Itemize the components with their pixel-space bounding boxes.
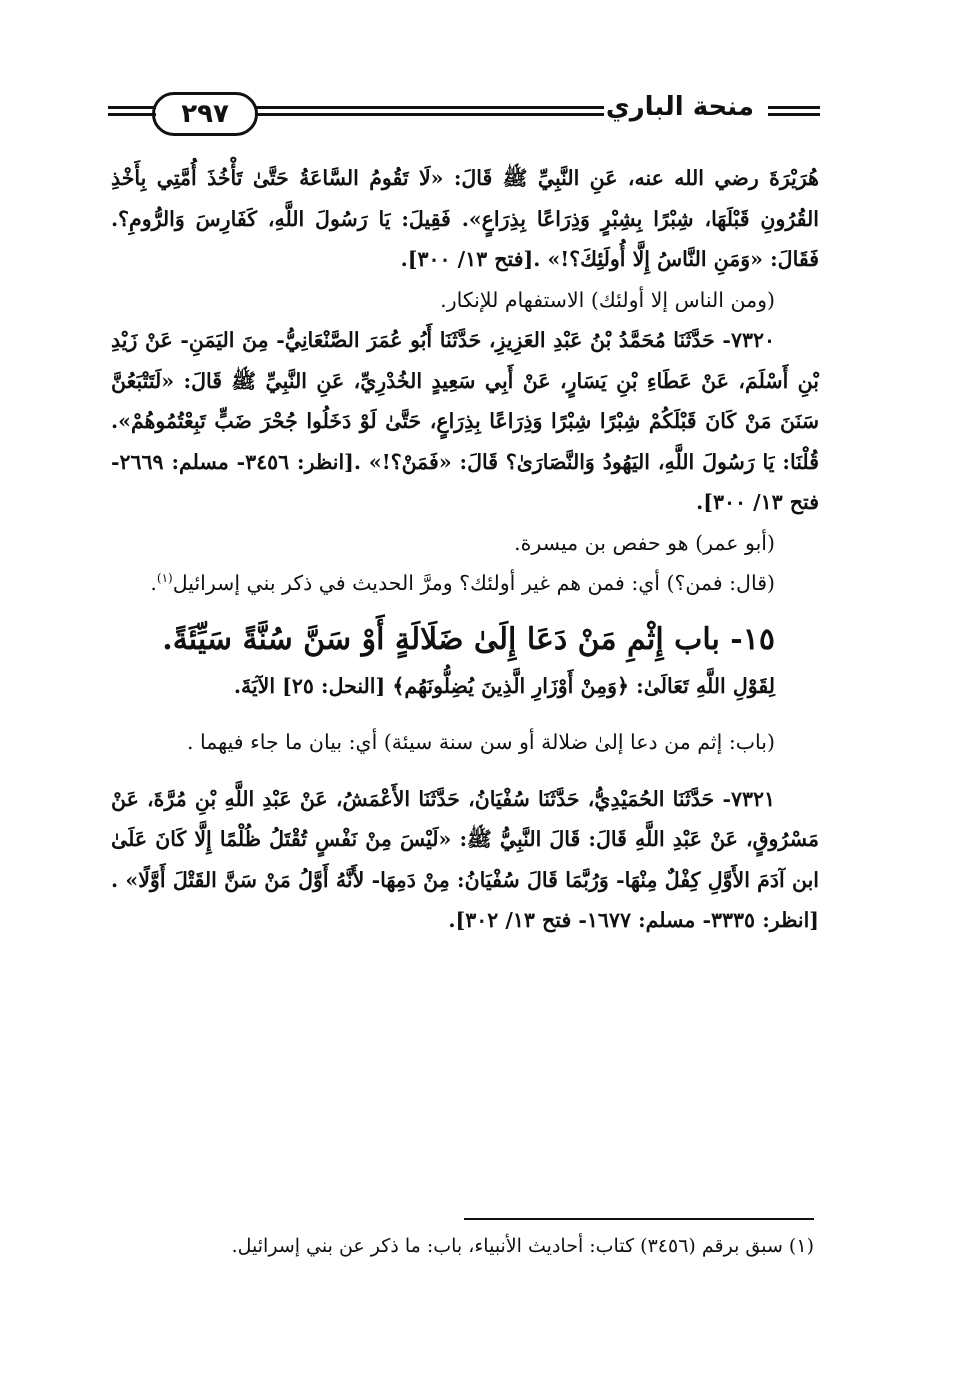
commentary-paragraph: (أبو عمر) هو حفص بن ميسرة. bbox=[514, 530, 775, 555]
commentary-paragraph: (ومن الناس إلا أولئك) الاستفهام للإنكار. bbox=[440, 287, 775, 312]
book-title: منحة الباري bbox=[605, 92, 754, 122]
hadith-continuation: هُرَيْرَةَ رضي الله عنه، عَنِ النَّبِيِّ ﷺ قَالَ: «لَا تَقُومُ السَّاعَةُ حَتَّىٰ تَأْخُذَ أُمَّتِي بِأَخْذِ القُرُونِ قَبْلَهَا، شِبْرًا بِشِبْرٍ وَذِرَاعًا بِذِرَاعٍ». فَقِيلَ: يَا رَسُولَ اللَّهِ، كَفَارِسَ وَالرُّومِ؟. فَقَالَ: «وَمَنِ النَّاسُ إِلَّا أُولَئِكَ؟!» .[فتح ١٣/ ٣٠٠]. bbox=[111, 166, 819, 271]
hadith-7321: ٧٣٢١- حَدَّثَنَا الحُمَيْدِيُّ، حَدَّثَنَا سُفْيَانُ، حَدَّثَنَا الأَعْمَشُ، عَنْ عَبْدِ اللَّهِ بْنِ مُرَّةَ، عَنْ مَسْرُوقٍ، عَنْ عَبْدِ اللَّهِ قَالَ: قَالَ النَّبِيُّ ﷺ: «لَيْسَ مِنْ نَفْسٍ تُقْتَلُ ظُلْمًا إِلَّا كَانَ عَلَىٰ ابن آدَمَ الأَوَّلِ كِفْلٌ مِنْهَا- وَرُبَّمَا قَالَ سُفْيَانُ: مِنْ دَمِهَا- لأَنَّهُ أَوَّلُ مَنْ سَنَّ القَتْلَ أَوَّلًا» .[انظر: ٣٣٣٥- مسلم: ١٦٧٧- فتح ١٣/ ٣٠٢]. bbox=[111, 786, 819, 932]
footnote-reference: (١) bbox=[156, 571, 173, 586]
header-ornament-right bbox=[768, 106, 820, 120]
hadith-7320: ٧٣٢٠- حَدَّثَنَا مُحَمَّدُ بْنُ عَبْدِ العَزِيزِ، حَدَّثَنَا أَبُو عُمَرَ الصَّنْعَانِيُّ- مِنَ اليَمَنِ- عَنْ زَيْدِ بْنِ أَسْلَمَ، عَنْ عَطَاءِ بْنِ يَسَارٍ، عَنْ أَبِي سَعِيدٍ الخُدْرِيِّ، عَنِ النَّبِيِّ ﷺ قَالَ: «لَتَتْبَعُنَّ سَنَنَ مَنْ كَانَ قَبْلَكُمْ شِبْرًا شِبْرًا وَذِرَاعًا بِذِرَاعٍ، حَتَّىٰ لَوْ دَخَلُوا جُحْرَ ضَبٍّ تَبِعْتُمُوهُمْ». قُلْنَا: يَا رَسُولَ اللَّهِ، اليَهُودُ وَالنَّصَارَىٰ؟ قَالَ: «فَمَنْ؟!» .[انظر: ٣٤٥٦- مسلم: ٢٦٦٩- فتح ١٣/ ٣٠٠]. bbox=[111, 328, 819, 514]
page-header bbox=[108, 86, 820, 146]
footnote: (١) سبق برقم (٣٤٥٦) كتاب: أحاديث الأنبياء، باب: ما ذكر عن بني إسرائيل. bbox=[231, 1235, 814, 1257]
main-text bbox=[111, 158, 819, 941]
chapter-heading: ١٥- باب إِثْمِ مَنْ دَعَا إِلَىٰ ضَلَالَةٍ أَوْ سَنَّ سُنَّةً سَيِّئَةً. bbox=[162, 621, 775, 657]
commentary-paragraph: (باب: إثم من دعا إلىٰ ضلالة أو سن سنة سيئة) أي: بيان ما جاء فيهما . bbox=[187, 730, 775, 754]
header-ornament-left bbox=[108, 106, 156, 120]
commentary-text: (قال: فمن؟) أي: فمن هم غير أولئك؟ ومرَّ الحديث في ذكر بني إسرائيل bbox=[172, 571, 775, 595]
commentary-paragraph: (قال: فمن؟) أي: فمن هم غير أولئك؟ ومرَّ الحديث في ذكر بني إسرائيل$^{(١)}$. bbox=[150, 571, 775, 595]
footnote-rule bbox=[464, 1218, 814, 1220]
chapter-verse: لِقَوْلِ اللَّهِ تَعَالَىٰ: ﴿وَمِنْ أَوْزَارِ الَّذِينَ يُضِلُّونَهُم﴾ [النحل: ٢٥] الآيَةَ. bbox=[233, 673, 775, 698]
header-rule bbox=[248, 106, 604, 120]
page-number: ٢٩٧ bbox=[152, 92, 258, 136]
